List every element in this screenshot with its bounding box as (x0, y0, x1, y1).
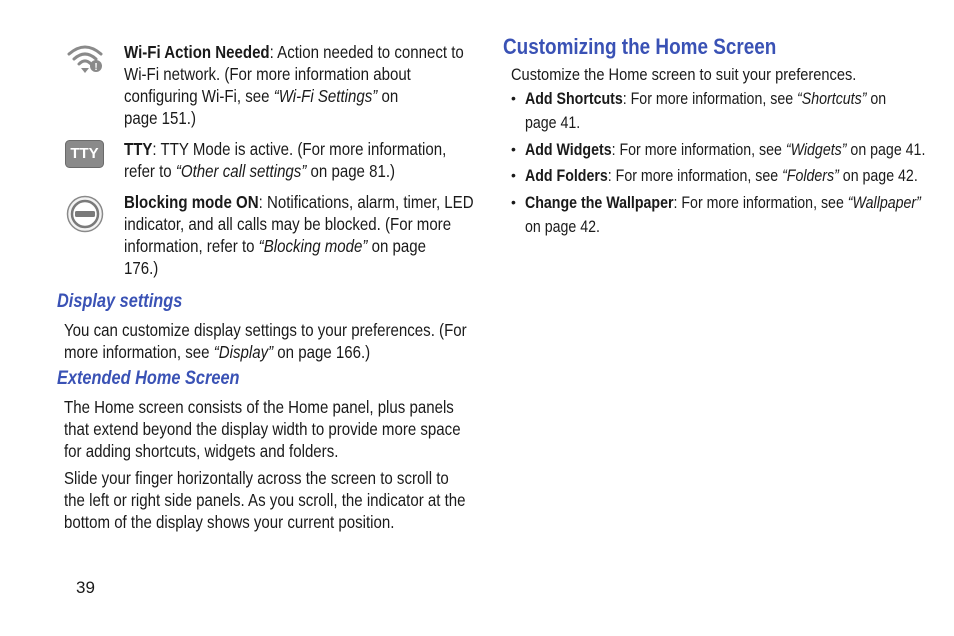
tty-line-2: refer to (124, 161, 176, 181)
display-link[interactable]: “Display” (213, 342, 274, 362)
wifi-line-1: : Action needed to connect to (269, 42, 464, 62)
tty-icon (65, 140, 104, 168)
page-number: 39 (76, 578, 95, 597)
add-folders-text: : For more information, see (607, 167, 783, 185)
widgets-link[interactable]: “Widgets” (785, 141, 847, 159)
extended-p1-line-3: for adding shortcuts, widgets and folders. (64, 441, 339, 461)
bullet-icon: • (511, 167, 516, 183)
extended-p2-line-3: bottom of the display shows your current position. (64, 512, 395, 532)
wifi-settings-link[interactable]: “Wi-Fi Settings” (273, 86, 378, 106)
blocking-line-4: 176.) (124, 258, 159, 278)
wifi-line-3: configuring Wi-Fi, see (124, 86, 274, 106)
bullet-icon: • (511, 141, 516, 157)
display-settings-heading: Display settings (57, 291, 183, 312)
blocking-line-3: information, refer to (124, 236, 259, 256)
change-wallpaper-term: Change the Wallpaper (525, 194, 674, 212)
add-folders-term: Add Folders (525, 167, 608, 185)
add-shortcuts-term: Add Shortcuts (525, 90, 623, 108)
add-shortcuts-after: on (866, 90, 887, 108)
wifi-action-needed-icon (66, 42, 104, 76)
blocking-mode-term: Blocking mode ON (124, 192, 259, 212)
wifi-action-term: Wi-Fi Action Needed (124, 42, 270, 62)
tty-text (124, 138, 499, 182)
customizing-intro: Customize the Home screen to suit your preferences. (511, 65, 857, 84)
wallpaper-link[interactable]: “Wallpaper” (847, 194, 921, 212)
bullet-icon: • (511, 194, 516, 210)
tty-term: TTY (124, 139, 153, 159)
change-wallpaper-text: : For more information, see (673, 194, 848, 212)
blocking-mode-link[interactable]: “Blocking mode” (258, 236, 368, 256)
svg-text:!: ! (94, 62, 98, 73)
display-settings-text (64, 319, 532, 363)
add-shortcuts-text: : For more information, see (622, 90, 798, 108)
add-widgets-after: on page 41. (846, 141, 926, 159)
bullet-icon: • (511, 90, 516, 106)
customizing-heading: Customizing the Home Screen (503, 34, 777, 59)
add-shortcuts-cont: page 41. (525, 114, 581, 132)
add-folders-after: on page 42. (838, 167, 918, 185)
extended-p1-line-2: that extend beyond the display width to provide more space (64, 419, 461, 439)
add-widgets-term: Add Widgets (525, 141, 612, 159)
blocking-line-3-after: on page (367, 236, 427, 256)
tty-icon-label: TTY (70, 145, 99, 162)
wifi-action-needed-text (124, 41, 519, 129)
change-wallpaper-cont: on page 42. (525, 218, 600, 236)
wifi-line-3-after: on (377, 86, 399, 106)
extended-home-para-1 (64, 396, 525, 462)
extended-p2-line-1: Slide your finger horizontally across the screen to scroll to (64, 468, 449, 488)
folders-link[interactable]: “Folders” (782, 167, 839, 185)
blocking-mode-text (124, 191, 531, 279)
add-widgets-text: : For more information, see (611, 141, 786, 159)
extended-p2-line-2: the left or right side panels. As you scroll, the indicator at the (64, 490, 466, 510)
display-line-2: more information, see (64, 342, 214, 362)
blocking-line-1: : Notifications, alarm, timer, LED (258, 192, 474, 212)
tty-line-1: : TTY Mode is active. (For more information, (152, 139, 447, 159)
display-line-2-after: on page 166.) (273, 342, 371, 362)
wifi-line-4: page 151.) (124, 108, 196, 128)
extended-p1-line-1: The Home screen consists of the Home panel, plus panels (64, 397, 454, 417)
extended-home-heading: Extended Home Screen (57, 368, 240, 389)
wifi-line-2: Wi-Fi network. (For more information about (124, 64, 411, 84)
other-call-settings-link[interactable]: “Other call settings” (175, 161, 307, 181)
tty-line-2-after: on page 81.) (306, 161, 396, 181)
blocking-mode-icon (66, 195, 104, 233)
extended-home-para-2 (64, 467, 531, 533)
display-line-1: You can customize display settings to your preferences. (For (64, 320, 467, 340)
shortcuts-link[interactable]: “Shortcuts” (797, 90, 867, 108)
blocking-line-2: indicator, and all calls may be blocked. (For more (124, 214, 452, 234)
